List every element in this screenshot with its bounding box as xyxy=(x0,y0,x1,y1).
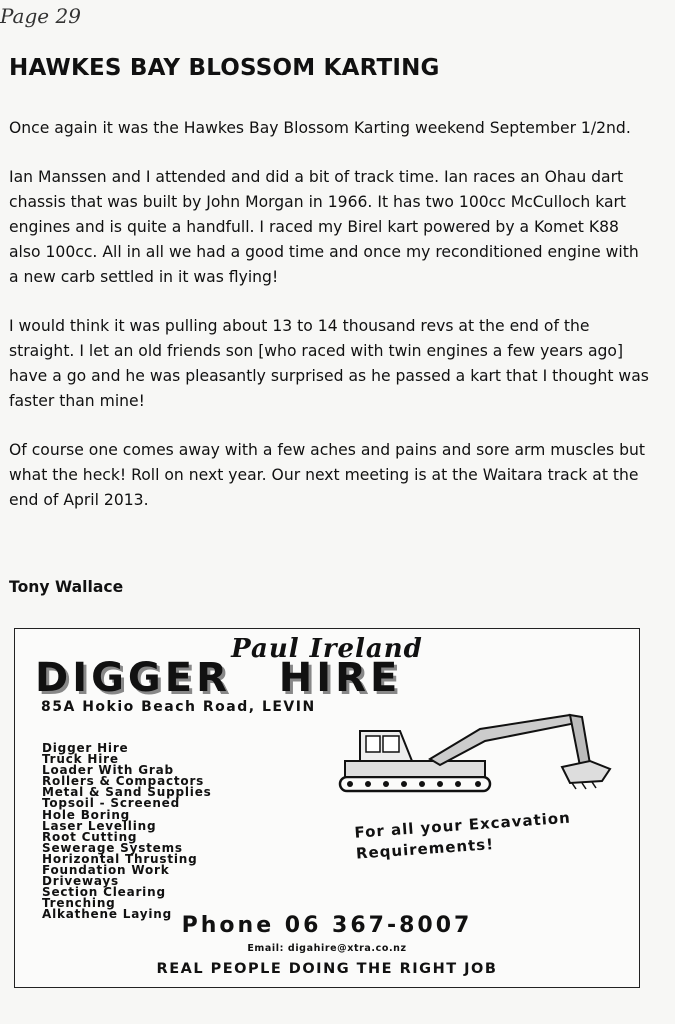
service-item: Driveways xyxy=(42,874,119,889)
service-item: Truck Hire xyxy=(42,752,119,767)
paragraph-3: I would think it was pulling about 13 to 14 thousand revs at the end of the straight. I let an old friends son [who raced with twin engines a few years ago] have a go and he was pleasantly surprised as he passed a kart that I thought was faster than mine! xyxy=(9,317,649,410)
service-item: Loader With Grab xyxy=(42,763,174,778)
ad-email: Email: digahire@xtra.co.nz xyxy=(247,943,407,954)
article-title: HAWKES BAY BLOSSOM KARTING xyxy=(9,55,440,81)
service-item: Metal & Sand Supplies xyxy=(42,785,212,800)
service-item: Rollers & Compactors xyxy=(42,774,205,789)
paragraph-2: Ian Manssen and I attended and did a bit of track time. Ian races an Ohau dart chassis that was built by John Morgan in 1966. It has two 100cc McCulloch kart engines and is quite a handfull. I raced my Birel kart powered by a Komet K88 also 100cc. All in all we had a good time and once my reconditioned engine with a new carb settled in it was flying! xyxy=(9,168,639,286)
service-item: Trenching xyxy=(42,896,116,911)
service-item: Sewerage Systems xyxy=(42,840,183,855)
ad-headline: DIGGER HIRE xyxy=(35,655,402,701)
excavator-icon xyxy=(320,709,620,799)
ad-tagline: REAL PEOPLE DOING THE RIGHT JOB xyxy=(156,961,498,977)
service-item: Horizontal Thrusting xyxy=(42,851,198,866)
service-item: Section Clearing xyxy=(42,885,166,900)
ad-address: 85A Hokio Beach Road, LEVIN xyxy=(41,699,316,715)
ad-phone: Phone 06 367-8007 xyxy=(181,913,473,938)
article-body xyxy=(9,116,649,537)
page-number: Page 29 xyxy=(0,4,81,28)
service-item: Root Cutting xyxy=(42,829,138,844)
ad-excavation-callout: For all your Excavation Requirements! xyxy=(353,808,572,863)
service-item: Topsoil - Screened xyxy=(42,796,180,811)
service-item: Laser Levelling xyxy=(42,818,157,833)
service-item: Foundation Work xyxy=(42,863,170,878)
ad-owner-name: Paul Ireland xyxy=(231,634,423,664)
service-item: Digger Hire xyxy=(42,741,129,755)
service-item: Alkathene Laying xyxy=(42,907,172,922)
paragraph-1: Once again it was the Hawkes Bay Blossom Karting weekend September 1/2nd. xyxy=(9,119,631,137)
article-author: Tony Wallace xyxy=(9,578,124,596)
ad-services-list xyxy=(42,743,212,921)
service-item: Hole Boring xyxy=(42,807,131,822)
digger-hire-advertisement xyxy=(14,628,640,988)
paragraph-4: Of course one comes away with a few aches and pains and sore arm muscles but what the heck! Roll on next year. Our next meeting is at the Waitara track at the end of April 2013. xyxy=(9,441,645,509)
